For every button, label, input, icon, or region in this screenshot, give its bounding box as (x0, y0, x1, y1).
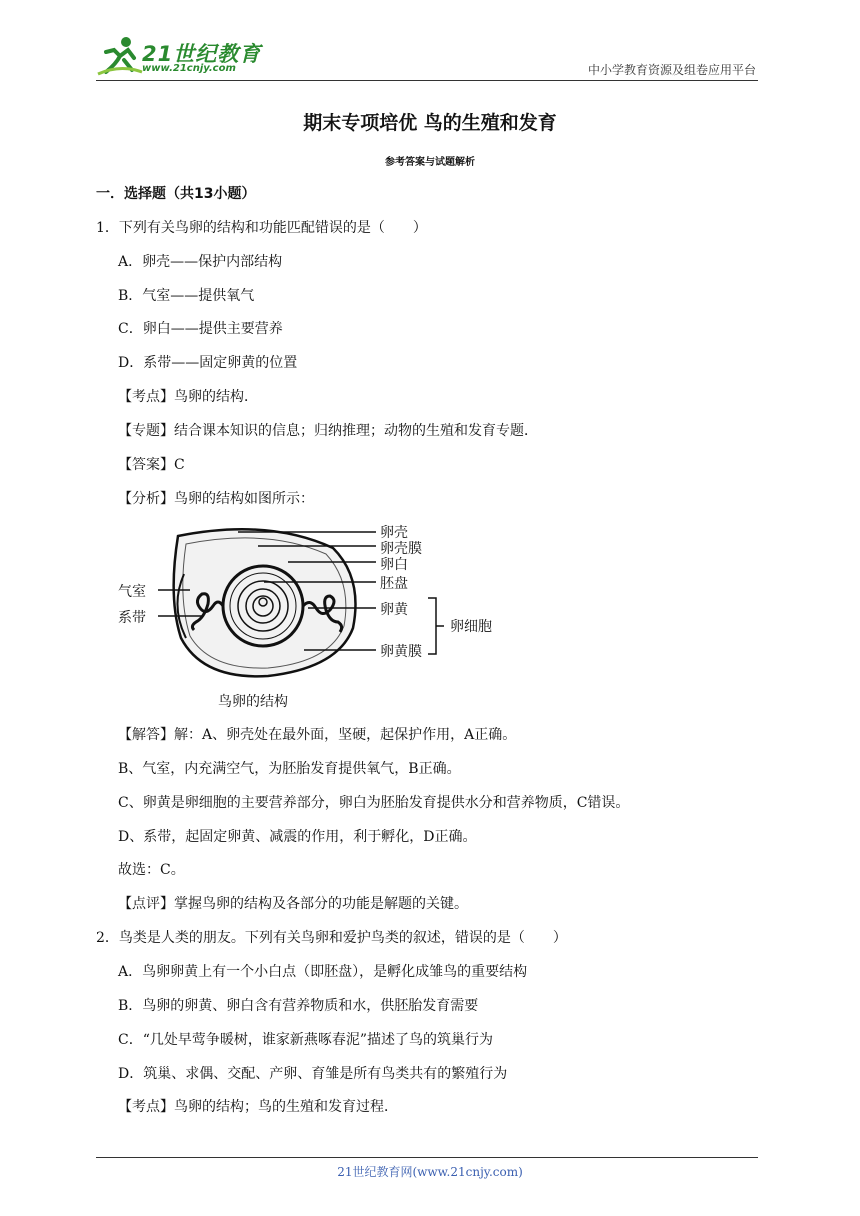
label-air-cell: 气室 (118, 584, 146, 600)
question-1-stem: 1．下列有关鸟卵的结构和功能匹配错误的是（ ） (96, 220, 427, 236)
label-germinal-disc: 胚盘 (380, 576, 408, 592)
label-yolk-membrane: 卵黄膜 (380, 644, 422, 660)
label-chalaza: 系带 (118, 610, 146, 626)
figure-caption: 鸟卵的结构 (218, 694, 288, 710)
question-1-analysis: 【分析】鸟卵的结构如图所示： (118, 491, 314, 507)
question-2-option-a: A．鸟卵卵黄上有一个小白点（即胚盘），是孵化成雏鸟的重要结构 (118, 964, 528, 980)
question-1-comment: 【点评】掌握鸟卵的结构及各部分的功能是解题的关键。 (118, 896, 468, 912)
question-1-solution-line-1: 【解答】解：A、卵壳处在最外面，坚硬，起保护作用，A正确。 (118, 727, 517, 743)
logo-url: www.21cnjy.com (142, 63, 236, 74)
page-title: 期末专项培优 鸟的生殖和发育 (303, 112, 557, 134)
question-2-option-c: C．“几处早莺争暖树，谁家新燕啄春泥”描述了鸟的筑巢行为 (118, 1032, 494, 1048)
question-1-option-b: B．气室——提供氧气 (118, 288, 255, 304)
question-2-kaodian: 【考点】鸟卵的结构；鸟的生殖和发育过程． (118, 1099, 398, 1115)
bird-egg-diagram (118, 518, 518, 714)
footer-divider (96, 1157, 758, 1158)
question-1-zhuanti: 【专题】结合课本知识的信息；归纳推理；动物的生殖和发育专题． (118, 423, 538, 439)
question-1-kaodian: 【考点】鸟卵的结构． (118, 389, 258, 405)
footer-text: 21世纪教育网(www.21cnjy.com) (337, 1165, 523, 1179)
page-header (96, 34, 758, 81)
question-1-option-d: D．系带——固定卵黄的位置 (118, 355, 298, 371)
page-subtitle: 参考答案与试题解析 (385, 157, 475, 168)
label-albumen: 卵白 (380, 557, 408, 573)
question-1-solution-line-4: D、系带，起固定卵黄、减震的作用，利于孵化，D正确。 (118, 829, 477, 845)
platform-name: 中小学教育资源及组卷应用平台 (587, 63, 756, 77)
section-heading: 一．选择题（共13小题） (96, 186, 256, 202)
question-1-answer: 【答案】C (118, 457, 185, 473)
label-shell: 卵壳 (380, 525, 408, 541)
logo-title: 21世纪教育 (142, 42, 262, 66)
question-1-solution-line-3: C、卵黄是卵细胞的主要营养部分，卵白为胚胎发育提供水分和营养物质，C错误。 (118, 795, 630, 811)
egg-structure-illustration (118, 518, 518, 714)
runner-logo-icon (96, 34, 144, 78)
question-1-option-a: A．卵壳——保护内部结构 (118, 254, 283, 270)
site-logo (96, 34, 266, 78)
label-yolk: 卵黄 (380, 602, 408, 618)
label-shell-membrane: 卵壳膜 (380, 541, 422, 557)
question-1-solution-line-5: 故选：C。 (118, 862, 185, 878)
question-2-option-d: D．筑巢、求偶、交配、产卵、育雏是所有鸟类共有的繁殖行为 (118, 1066, 508, 1082)
label-egg-cell: 卵细胞 (450, 619, 492, 635)
question-1-solution-line-2: B、气室，内充满空气，为胚胎发育提供氧气，B正确。 (118, 761, 461, 777)
question-2-option-b: B．鸟卵的卵黄、卵白含有营养物质和水，供胚胎发育需要 (118, 998, 479, 1014)
question-1-option-c: C．卵白——提供主要营养 (118, 321, 283, 337)
question-2-stem: 2．鸟类是人类的朋友。下列有关鸟卵和爱护鸟类的叙述，错误的是（ ） (96, 930, 567, 946)
